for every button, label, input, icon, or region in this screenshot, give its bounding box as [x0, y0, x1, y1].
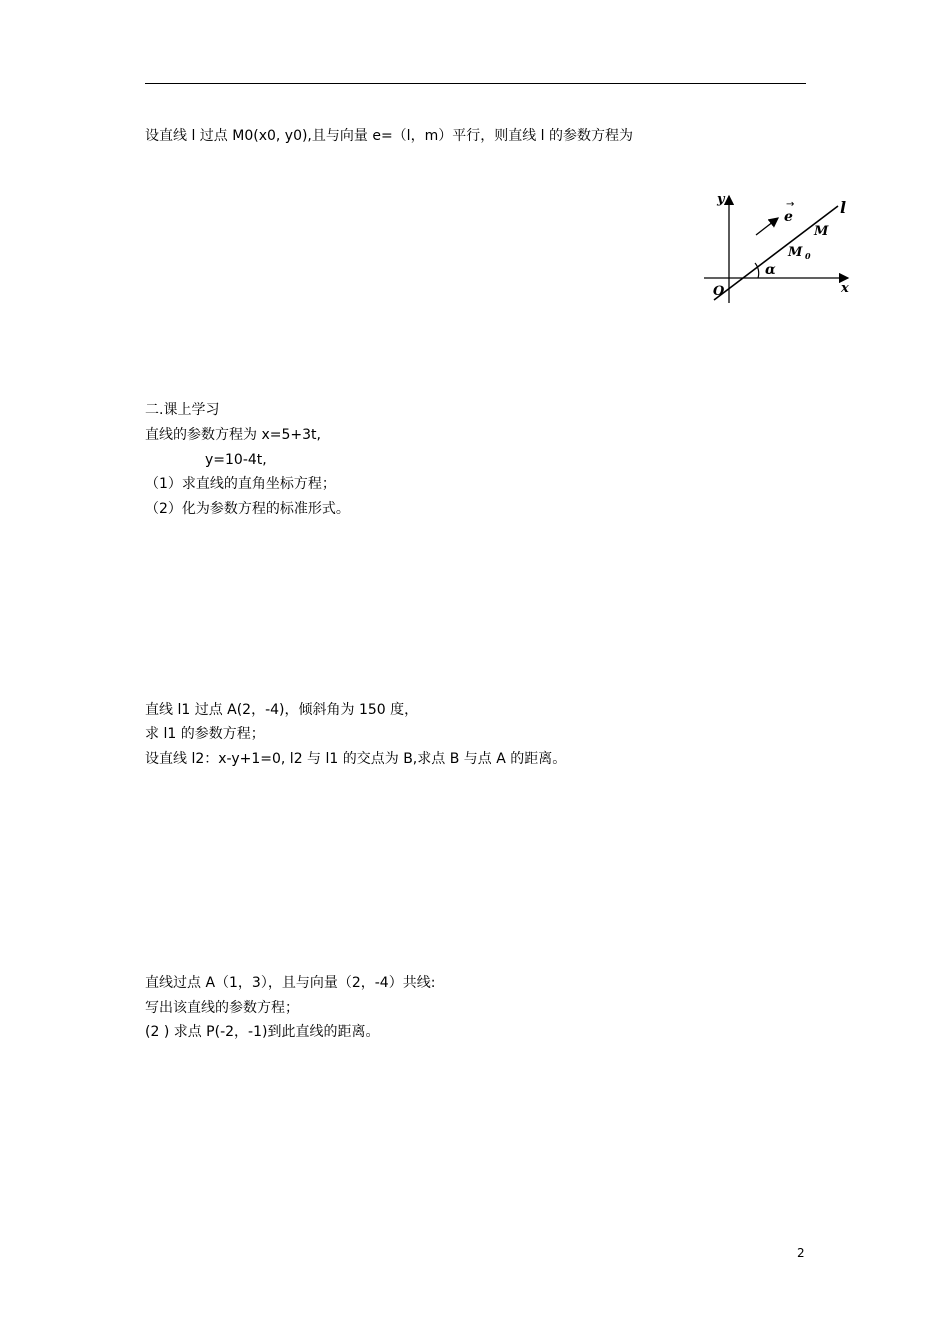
point-m-label: M — [814, 224, 829, 239]
problem3-line2: 写出该直线的参数方程； — [145, 1000, 299, 1016]
page-number: 2 — [797, 1246, 805, 1260]
line-parametric-figure — [700, 188, 860, 308]
problem1-question2: （2）化为参数方程的标准形式。 — [145, 501, 350, 517]
problem2-line3: 设直线 l2：x-y+1=0, l2 与 l1 的交点为 B,求点 B 与点 A 的距离。 — [145, 751, 567, 767]
line-l-label: l — [840, 198, 847, 217]
vector-e-arrow — [756, 218, 778, 235]
problem1-question1: （1）求直线的直角坐标方程； — [145, 476, 336, 492]
header-rule — [145, 83, 806, 84]
point-m0-subscript: 0 — [805, 251, 811, 261]
problem1-line1: 直线的参数方程为 x=5+3t, — [145, 427, 321, 443]
section-heading: 二.课上学习 — [145, 402, 220, 418]
problem3-line1: 直线过点 A（1，3），且与向量（2，-4）共线: — [145, 975, 436, 991]
point-m0-label: M — [788, 245, 803, 260]
x-axis-label: x — [841, 281, 849, 296]
intro-text: 设直线 l 过点 M0(x0, y0),且与向量 e=（l，m）平行，则直线 l 的参数方程为 — [145, 128, 633, 144]
problem2-line1: 直线 l1 过点 A(2，-4)，倾斜角为 150 度， — [145, 702, 419, 718]
y-axis-label: y — [717, 192, 725, 207]
problem2-line2: 求 l1 的参数方程； — [145, 726, 265, 742]
problem3-line3: (2 ) 求点 P(-2，-1)到此直线的距离。 — [145, 1024, 380, 1040]
vector-e-arrow-mark: → — [786, 199, 795, 210]
vector-e-label: e — [784, 209, 793, 225]
problem1-line2: y=10-4t, — [205, 452, 267, 468]
angle-arc — [755, 263, 759, 278]
alpha-label: α — [765, 262, 776, 278]
origin-label: O — [713, 284, 725, 299]
